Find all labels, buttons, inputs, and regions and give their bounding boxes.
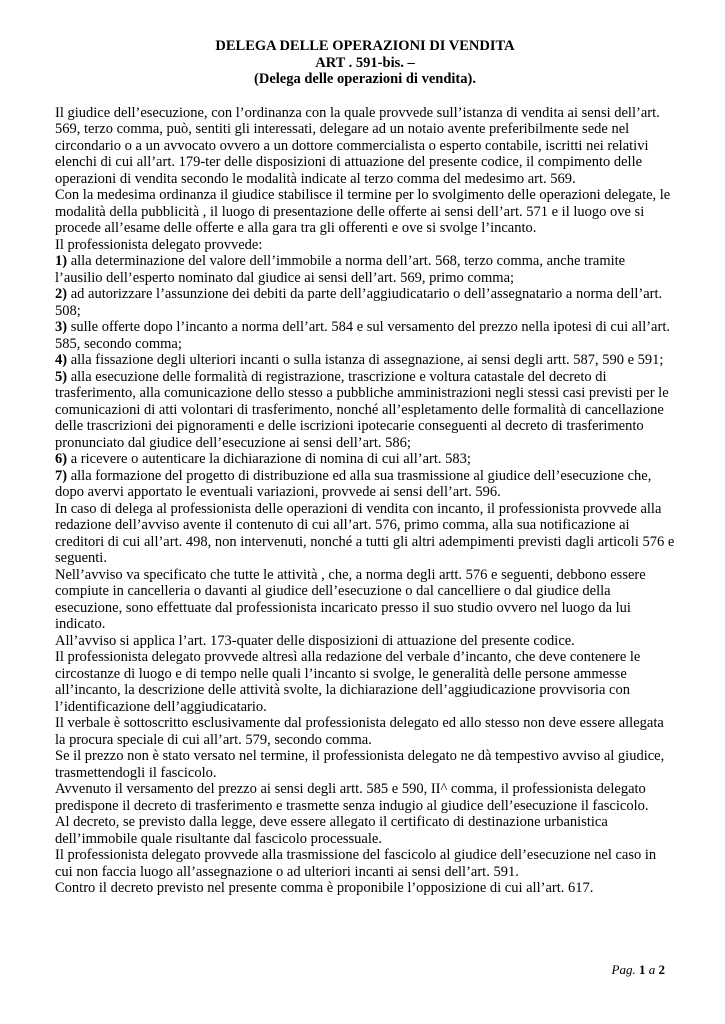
title-line-3: (Delega delle operazioni di vendita). [254,71,476,87]
list-item-number: 3) [55,319,68,335]
page-number: 1 [639,962,646,977]
list-item-number: 2) [55,286,68,302]
paragraph: Il professionista delegato provvede altresì alla redazione del verbale d’incanto, che deve contenere le circostanze di luogo e di tempo nelle quali l’incanto si svolge, le generalità delle persone ammesse all’incanto, la descrizione delle attività svolte, la dichiarazione dell’aggiudicazione provvisoria con l’identificazione dell’aggiudicatario. [55,649,641,715]
paragraph: Avvenuto il versamento del prezzo ai sensi degli artt. 585 e 590, II^ comma, il professionista delegato predispone il decreto di trasferimento e trasmette senza indugio al giudice dell’esecuzione il fascicolo. [55,781,649,814]
paragraph: All’avviso si applica l’art. 173-quater delle disposizioni di attuazione del presente codice. [55,632,575,649]
paragraph: In caso di delega al professionista delle operazioni di vendita con incanto, il professionista provvede alla redazione dell’avviso avente il contenuto di cui all’art. 576, primo comma, alla sua notificazione ai creditori di cui all’art. 498, non intervenuti, nonché a tutti gli altri adempimenti previsti dagli articoli 576 e seguenti. [55,500,675,566]
list-item [55,253,675,286]
list-item-text: a ricevere o autenticare la dichiarazione di nomina di cui all’art. 583; [67,451,471,467]
list-item-text: alla formazione del progetto di distribuzione ed alla sua trasmissione al giudice dell’esecuzione che, dopo avervi apportato le eventuali variazioni, provvede ai sensi dell’art. 596. [55,467,652,500]
list-item [55,352,675,369]
list-item-text: sulle offerte dopo l’incanto a norma dell’art. 584 e sul versamento del prezzo nella ipotesi di cui all’art. 585, secondo comma; [55,319,670,352]
list-item-number: 6) [55,451,68,467]
document-title [55,38,675,88]
title-line-1: DELEGA DELLE OPERAZIONI DI VENDITA [215,38,515,54]
paragraph: Il professionista delegato provvede: [55,236,263,253]
paragraph: Il professionista delegato provvede alla trasmissione del fascicolo al giudice dell’esecuzione nel caso in cui non faccia luogo all’assegnazione o ad ulteriori incanti ai sensi dell’art. 591. [55,847,657,880]
list-item-number: 5) [55,368,68,385]
list-item-text: alla esecuzione delle formalità di registrazione, trascrizione e voltura catastale del decreto di trasferimento, alla comunicazione dello stesso a pubbliche amministrazioni negli stessi casi previsti per le comunicazioni di atti volontari di trasferimento, nonché all’espletamento delle formalità di cancellazione delle trascrizioni dei pignoramenti e delle iscrizioni ipotecarie conseguenti al decreto di trasferimento pronunciato dal giudice dell’esecuzione ai sensi dell’art. 586; [55,368,669,451]
paragraph: Il giudice dell’esecuzione, con l’ordinanza con la quale provvede sull’istanza di vendita ai sensi dell’art. 569, terzo comma, può, sentiti gli interessati, delegare ad un notaio avente preferibilmente sede nel circondario o a un avvocato ovvero a un dottore commercialista o esperto contabile, iscritti nei relativi elenchi di cui all’art. 179-ter delle disposizioni di attuazione del presente codice, il compimento delle operazioni di vendita secondo le modalità indicate al terzo comma del medesimo art. 569. [55,104,660,187]
list-item [55,319,675,352]
list-item-text: ad autorizzare l’assunzione dei debiti da parte dell’aggiudicatario o dell’assegnatario a norma dell’art. 508; [55,286,663,319]
list-item-number: 7) [55,467,68,484]
list-item-number: 1) [55,253,68,269]
paragraph: Con la medesima ordinanza il giudice stabilisce il termine per lo svolgimento delle operazioni delegate, le modalità della pubblicità , il luogo di presentazione delle offerte ai sensi dell’art. 571 e il luogo ove si procede all’esame delle offerte e alla gara tra gli offerenti e ove si svolge l’incanto. [55,187,671,236]
paragraph: Contro il decreto previsto nel presente comma è proponibile l’opposizione di cui all’art. 617. [55,880,594,896]
title-line-2: ART . 591-bis. – [315,54,415,71]
paragraph: Nell’avviso va specificato che tutte le attività , che, a norma degli artt. 576 e seguenti, debbono essere compiute in cancelleria o davanti al giudice dell’esecuzione o dal cancelliere o dal giudice della esecuzione, sono effettuate dal professionista incaricato presso il suo studio ovvero nel luogo da lui indicato. [55,566,646,632]
list-item [55,286,675,319]
paragraph: Il verbale è sottoscritto esclusivamente dal professionista delegato ed allo stesso non deve essere allegata la procura speciale di cui all’art. 579, secondo comma. [55,715,664,748]
list-item [55,468,675,501]
list-item-text: alla determinazione del valore dell’immobile a norma dell’art. 568, terzo comma, anche tramite l’ausilio dell’esperto nominato dal giudice ai sensi dell’art. 569, primo comma; [55,253,626,286]
page-footer [612,962,665,978]
list-item-number: 4) [55,352,68,368]
list-item [55,369,675,452]
document-page [55,38,675,897]
page-total: 2 [658,962,665,977]
list-item [55,451,675,468]
list-item-text: alla fissazione degli ulteriori incanti o sulla istanza di assegnazione, ai sensi degli artt. 587, 590 e 591; [67,352,664,368]
document-body [55,105,675,897]
paragraph: Al decreto, se previsto dalla legge, deve essere allegato il certificato di destinazione urbanistica dell’immobile quale risultante dal fascicolo processuale. [55,814,608,847]
paragraph: Se il prezzo non è stato versato nel termine, il professionista delegato ne dà tempestivo avviso al giudice, trasmettendogli il fascicolo. [55,748,665,781]
page-label: Pag. [611,962,636,977]
page-of-label: a [648,962,656,977]
